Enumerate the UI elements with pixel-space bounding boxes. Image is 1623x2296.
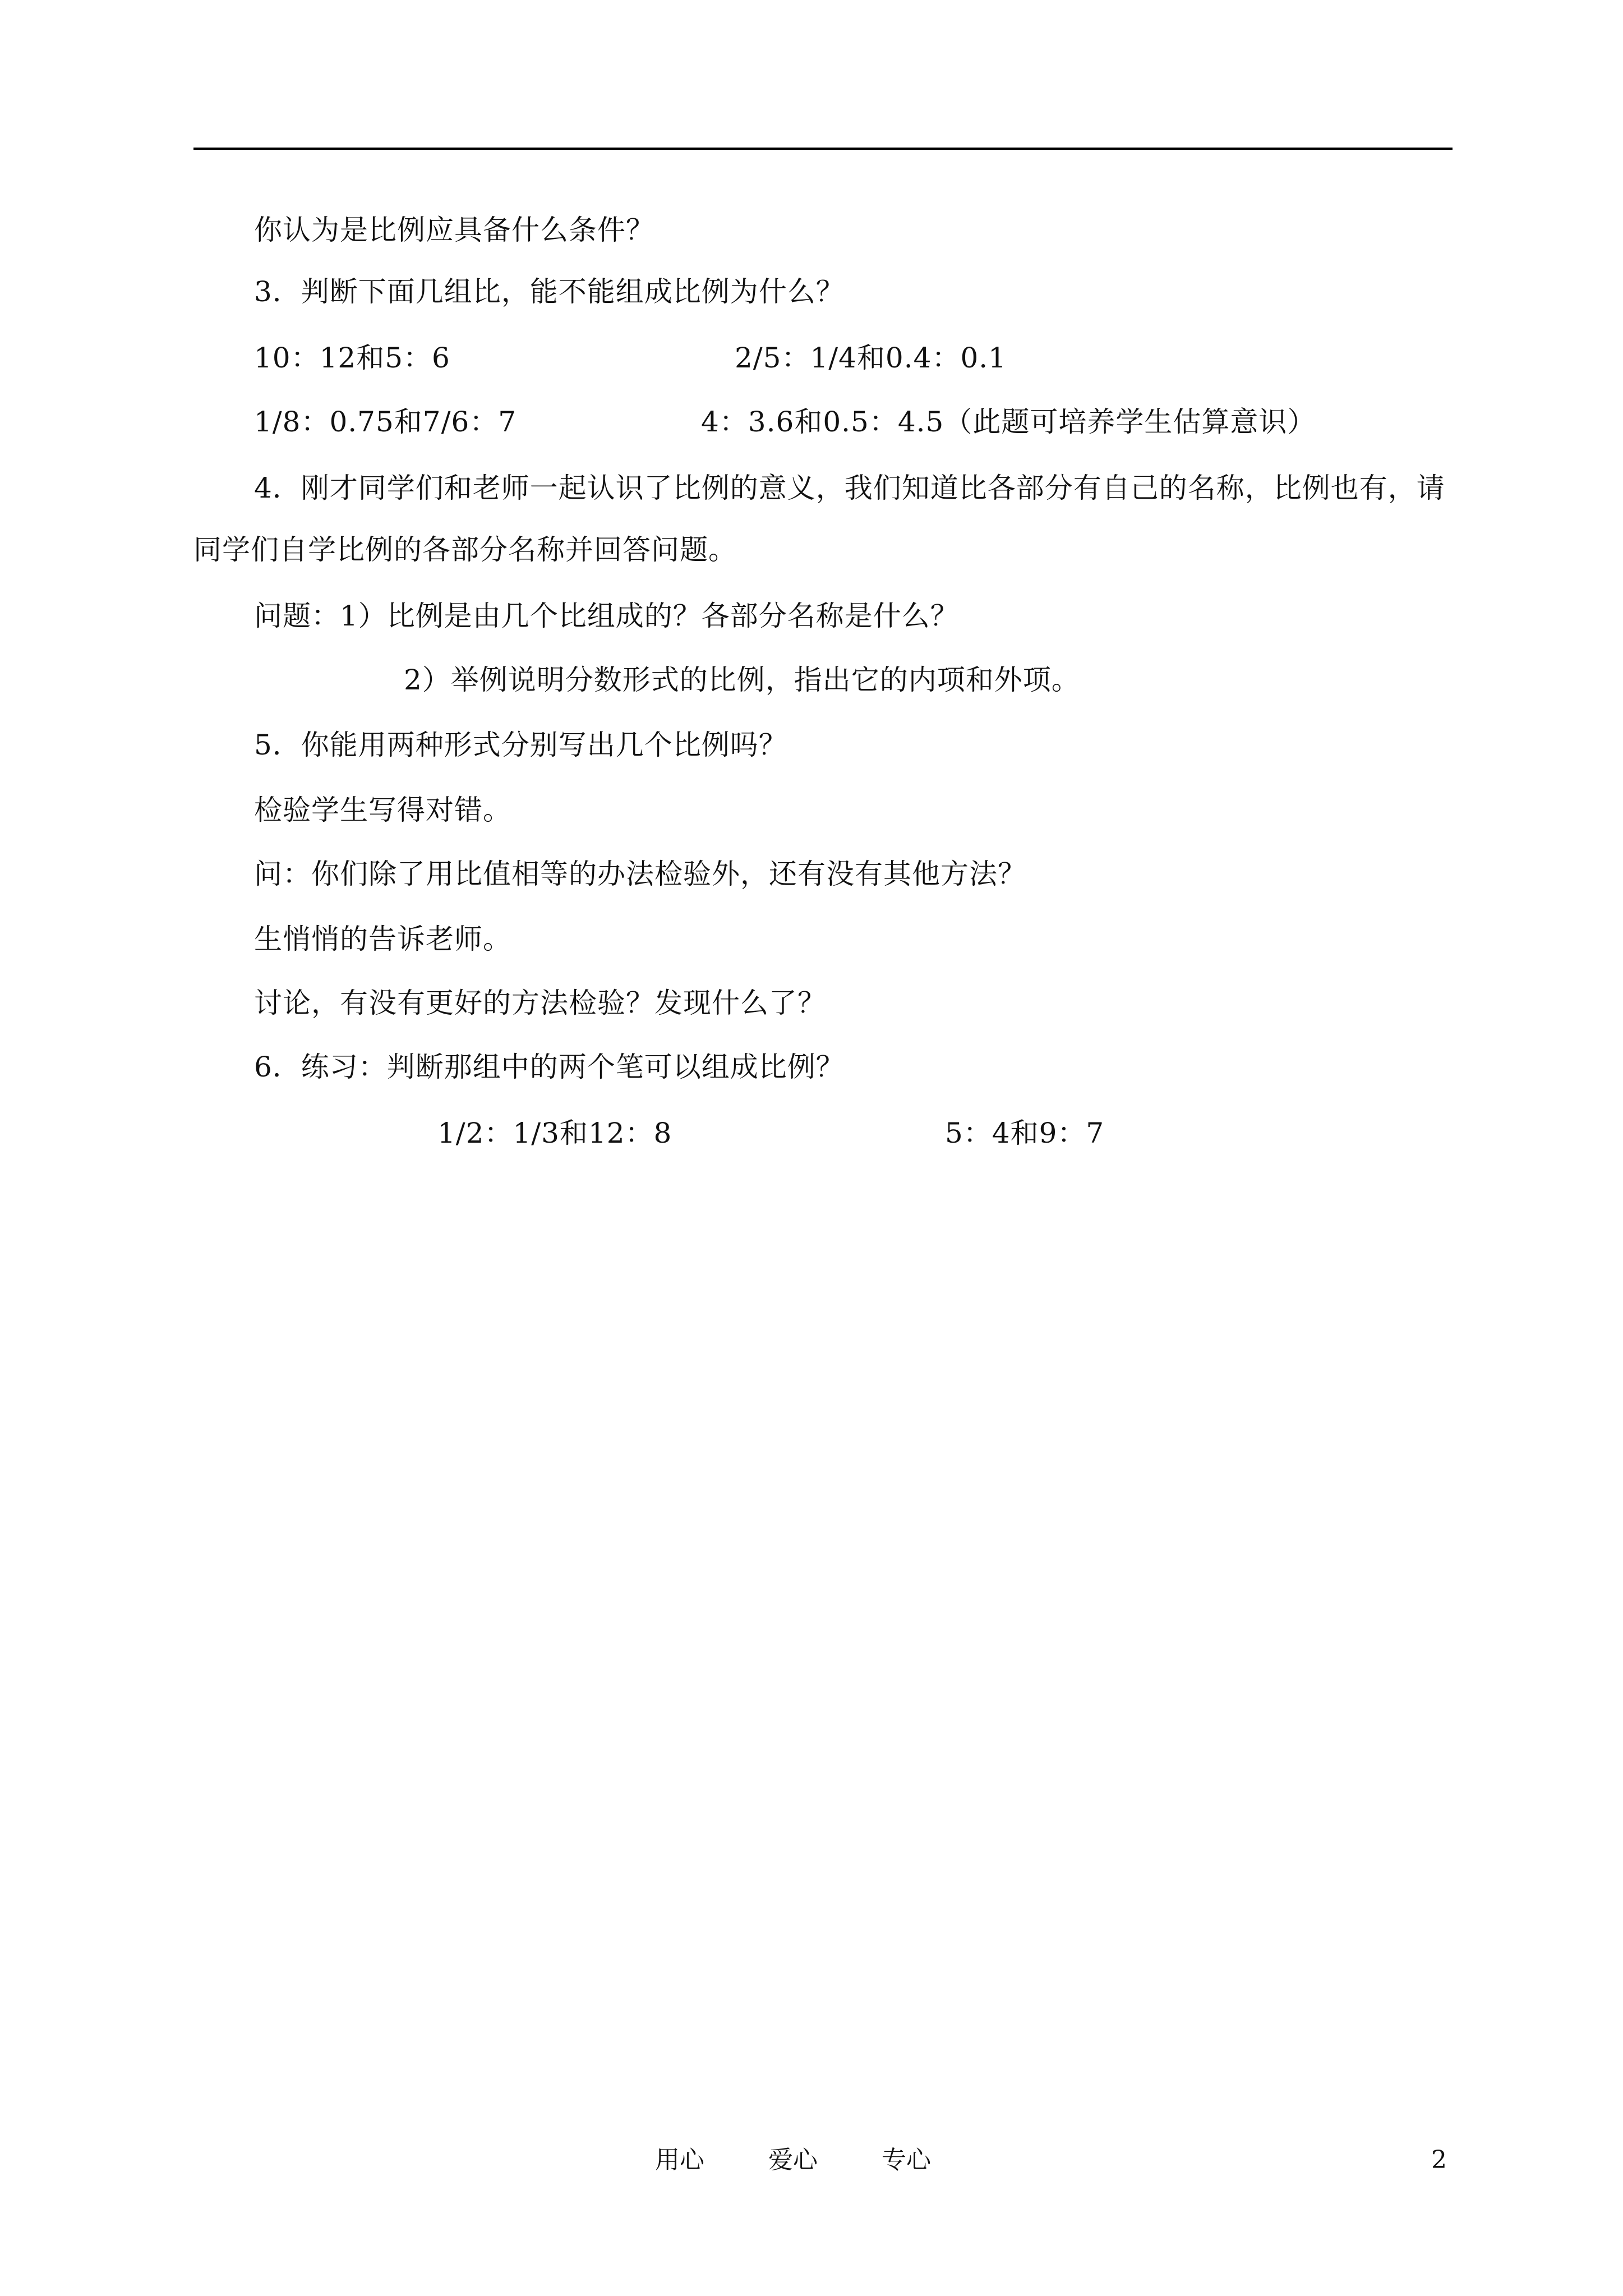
- footer-motto-1: 用心: [655, 2146, 704, 2174]
- students-tell: 生悄悄的告诉老师。: [254, 923, 511, 955]
- q3-row2-right: 4：3.6和0.5：4.5（此题可培养学生估算意识）: [701, 406, 1316, 438]
- q3-title: 3．判断下面几组比，能不能组成比例为什么？: [254, 275, 845, 308]
- q4-line2: 同学们自学比例的各部分名称并回答问题。: [193, 533, 737, 566]
- q5-title: 5．你能用两种形式分别写出几个比例吗？: [254, 729, 787, 761]
- check-students: 检验学生写得对错。: [254, 794, 511, 826]
- condition-question: 你认为是比例应具备什么条件？: [254, 214, 654, 246]
- discuss: 讨论，有没有更好的方法检验？发现什么了？: [254, 987, 826, 1019]
- question-2: 2）举例说明分数形式的比例，指出它的内项和外项。: [404, 664, 1080, 696]
- q6-right: 5：4和9：7: [945, 1117, 1105, 1149]
- ask-methods: 问：你们除了用比值相等的办法检验外，还有没有其他方法？: [254, 858, 1026, 890]
- q6-left: 1/2：1/3和12：8: [437, 1117, 672, 1149]
- q6-title: 6．练习：判断那组中的两个笔可以组成比例？: [254, 1051, 845, 1083]
- q3-row2-left: 1/8：0.75和7/6：7: [254, 406, 517, 438]
- question-1: 问题：1）比例是由几个比组成的？各部分名称是什么？: [254, 600, 959, 632]
- q3-row1-right: 2/5：1/4和0.4：0.1: [735, 342, 1007, 374]
- header-rule: [193, 148, 1453, 150]
- footer-motto-3: 专心: [882, 2146, 931, 2174]
- q3-row1-left: 10：12和5：6: [254, 342, 450, 374]
- page-number: 2: [1431, 2146, 1447, 2174]
- q4-line1: 4．刚才同学们和老师一起认识了比例的意义，我们知道比各部分有自己的名称，比例也有，请: [254, 472, 1445, 504]
- footer-motto-2: 爱心: [768, 2146, 818, 2174]
